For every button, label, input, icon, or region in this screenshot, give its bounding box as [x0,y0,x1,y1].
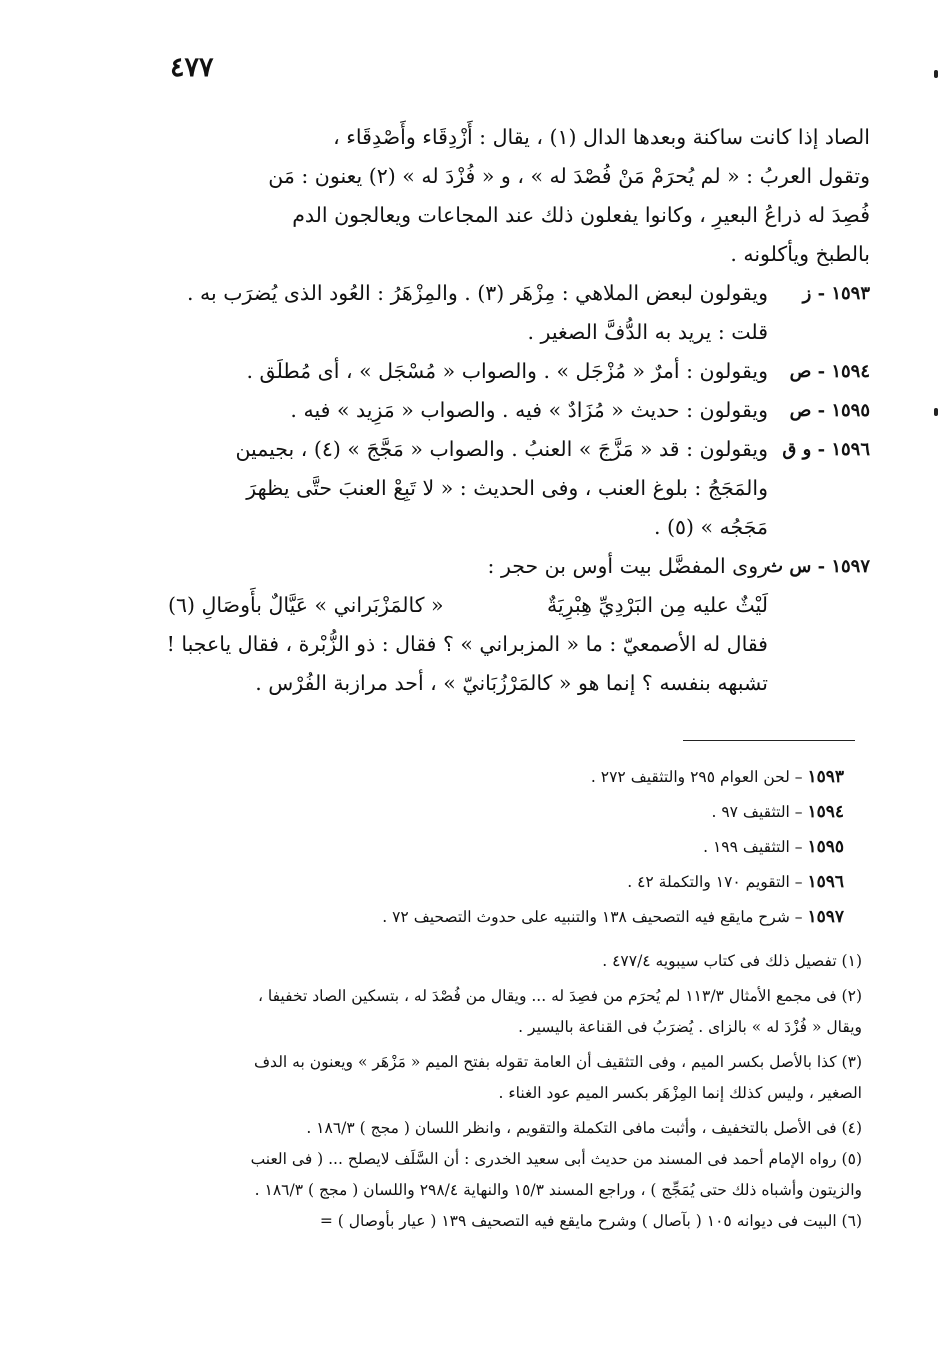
source-text: – التثقيف ٩٧ . [711,803,803,821]
entry-1594 [150,352,870,391]
footnote-line: (١) تفصيل ذلك فى كتاب سيبويه ٤٧٧/٤ . [602,952,862,970]
entry-continuation: والمَجَجُ : بلوغ العنب ، وفى الحديث : « لا تَبِعْ العنبَ حتَّى يظهرَ [246,476,768,500]
entry-text: ويقولون : أمرٌ « مُزْجَل » . والصواب « مُسْجَل » ، أى مُطلَق . [246,359,768,383]
source-item [204,865,844,900]
footnote-divider [683,740,855,741]
source-text: – التقويم ١٧٠ والتكملة ٤٢ . [627,873,803,891]
entry-1595 [150,391,870,430]
footnote-line: الصغير ، وليس كذلك إنما المِزْهَر بكسر الميم عود الغناء . [498,1084,862,1102]
source-number: ١٥٩٥ [807,837,844,857]
entry-number: ١٥٩٧ - س ث [766,556,870,577]
footnote-line: (٢) فى مجمع الأمثال ١١٣/٣ لم يُحرَم من فصِدَ له ... ويقال من فُصْدَ له ، بتسكين الصاد تخفيفا ، [257,987,862,1005]
entry-text: روى المفضَّل بيت أوس بن حجر : [487,554,768,578]
entry-text: ويقولون لبعض الملاهي : مِزْهَر (٣) . والمِزْهَرُ : العُود الذى يُضرَب به . [186,281,768,305]
entry-number: ١٥٩٣ - ز [802,283,870,304]
source-number: ١٥٩٧ [807,907,844,927]
source-text: – شرح مايقع فيه التصحيف ١٣٨ والتنبيه على حدوث التصحيف ٧٢ . [382,908,803,926]
main-text [150,118,870,703]
entry-continuation: تشبهه بنفسه ؟ إنما هو « كالمَرْزُبَانيّ » ، أحد مرازبة الفُرْس . [255,671,768,695]
source-number: ١٥٩٤ [807,802,844,822]
footnote-line: والزيتون وأشباه ذلك حتى يُمَجِّج ) ، وراجع المسند ١٥/٣ والنهاية ٢٩٨/٤ واللسان ( مجج ) ١٨٦/٣ . [254,1181,862,1199]
entry-text: ويقولون : قد « مَزَّجَ » العنبُ . والصواب « مَجَّجَ » (٤) ، بجيمين [235,437,768,461]
text-line: وتقول العربُ : « لم يُحرَمْ مَنْ فُصْدَ له » ، و « فُزْدَ له » (٢) يعنون : مَن [268,164,870,188]
entry-number: ١٥٩٥ - ص [789,400,870,421]
source-number: ١٥٩٦ [807,872,844,892]
text-line: بالطبخ ويأكلونه . [730,242,870,266]
source-item [204,900,844,935]
footnote-line: (٦) البيت فى ديوانه ١٠٥ ( بآصال ) وشرح مايقع فيه التصحيف ١٣٩ ( عيار بأوصال ) = [319,1212,862,1230]
entry-continuation: قلت : يريد به الدُّفَّ الصغير . [527,320,768,344]
footnote-line: (٥) رواه الإمام أحمد فى المسند من حديث أبى سعيد الخدرى : أن السَّلَف لايصلح ... ( فى العنب [250,1150,862,1168]
source-number: ١٥٩٣ [807,767,844,787]
entry-1593 [150,274,870,313]
verse-second-hemistich: « كالمَزْبَراني » عَيَّالٌ بأَوصَالِ (٦) [168,593,444,617]
source-text: – لحن العوام ٢٩٥ والتثقيف ٢٧٢ . [590,768,803,786]
text-line: فُصِدَ له ذراعُ البعيرِ ، وكانوا يفعلون ذلك عند المجاعات ويعالجون الدم [292,203,870,227]
footnotes [140,946,862,1237]
entry-1596 [150,430,870,469]
footnote-line: (٣) كذا بالأصل بكسر الميم ، وفى التثقيف أن العامة تقوله بفتح الميم « مَزْهَر » ويعنون به الدف [253,1053,862,1071]
text-line: الصاد إذا كانت ساكنة وبعدها الدال (١) ، يقال : أَزْدِقَاء وأَصْدِقَاء ، [333,125,870,149]
entry-continuation: فقال له الأصمعيّ : ما « المزبراني » ؟ فقال : ذو الزُّبْرة ، فقال ياعجبا ! [166,632,768,656]
sources-list [204,760,844,935]
source-text: – التثقيف ١٩٩ . [703,838,803,856]
source-item [204,830,844,865]
footnote-line: ويقال « فُزْدَ له » بالزاى . يُضرَبُ فى القناعة باليسير . [518,1018,862,1036]
entry-number: ١٥٩٦ - و ق [782,439,870,460]
poem-verse [168,586,870,625]
entry-text: ويقولون : حديث « مُزَادٌ » فيه . والصواب « مَزِيد » فيه . [290,398,768,422]
source-item [204,795,844,830]
source-item [204,760,844,795]
entry-continuation: مَجَجُه » (٥) . [653,515,768,539]
edge-mark [934,408,938,416]
verse-first-hemistich: لَيْثٌ عليه مِن البَرْدِيِّ هِبْرِيَةٌ [546,593,768,617]
edge-mark [934,70,938,78]
entry-number: ١٥٩٤ - ص [789,361,870,382]
entry-1597 [150,547,870,586]
page-number: ٤٧٧ [170,52,214,83]
footnote-line: (٤) فى الأصل بالتخفيف ، وأثبت مافى التكملة والتقويم ، وانظر اللسان ( مجج ) ١٨٦/٣ . [306,1119,862,1137]
